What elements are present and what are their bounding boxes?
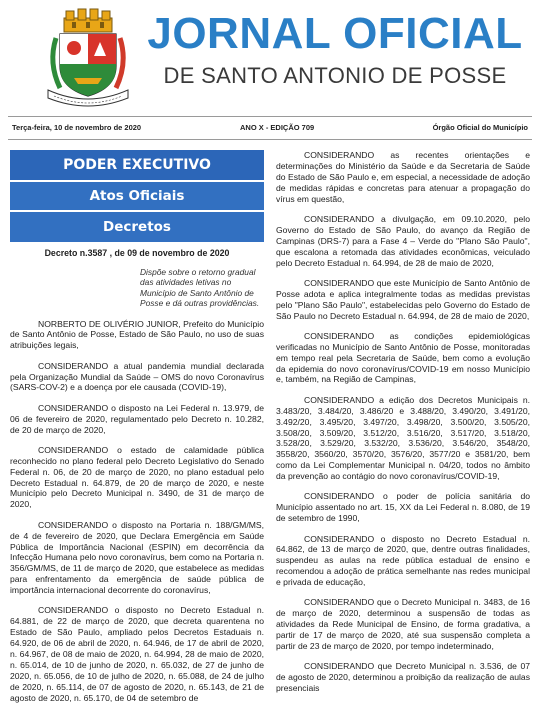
paragraph: CONSIDERANDO o disposto no Decreto Estadual n. 64.862, de 13 de março de 2020, que, dentre outras finalidades, suspendeu as aulas na rede pública estadual de ensino e recomendou a adoção de prática semelhante nas redes municipal e privada de educação, — [276, 533, 530, 588]
paragraph: CONSIDERANDO que o Decreto Municipal n. 3483, de 16 de março de 2020, determinou a suspensão de todas as atividades da Rede Municipal de Ensino, de forma gradativa, a partir de 17 de março de 2020, até sua suspensão completa a partir de 23 de março de 2020, por tempo indeterminado, — [276, 597, 530, 652]
section-type-header: Decretos — [10, 212, 264, 244]
section-power-header: PODER EXECUTIVO — [10, 150, 264, 182]
right-column — [276, 150, 530, 703]
paragraph: CONSIDERANDO as recentes orientações e determinações do Ministério da Saúde e da Secretaria de Saúde do Estado de São Paulo e, em especial, a necessidade de adoção de medidas rápidas e concretas para atenuar a propagação do vírus em questão, — [276, 150, 530, 204]
issue-date: Terça-feira, 10 de novembro de 2020 — [12, 123, 142, 132]
paragraph: CONSIDERANDO a divulgação, em 09.10.2020, pelo Governo do Estado de São Paulo, do avanço da Região de Campinas (DRS-7) para a Fase 4 – Verde do "Plano São Paulo", que escalona a retomada das atividades econômicas, veiculado pelo Decreto Estadual n. 64.994, de 28 de maio de 2020, — [276, 213, 530, 268]
issue-organ: Órgão Oficial do Município — [432, 123, 528, 132]
paragraph: CONSIDERANDO as condições epidemiológicas verificadas no Município de Santo Antônio de Posse, monitoradas em tempo real pela Secretaria de Saúde, bem como a evolução da epidemia do novo coronavírus/COVID-19 em nosso Município e, também, na Região de Campinas, — [276, 330, 530, 385]
paragraph: CONSIDERANDO que este Município de Santo Antônio de Posse adota e aplica integralmente todas as medidas previstas pelo "Plano São Paulo", estabelecidas pelo Governo do Estado de São Paulo no Decreto Estadual n. 64.994, de 28 de maio de 2020, — [276, 277, 530, 321]
decree-title: Decreto n.3587 , de 09 de novembro de 2020 — [44, 248, 230, 258]
issue-edition: ANO X - EDIÇÃO 709 — [240, 123, 315, 132]
paragraph: CONSIDERANDO o disposto no Decreto Estadual n. 64.881, de 22 de março de 2020, que decreta quarentena no Estado de São Paulo, ampliado pelos Decretos Estaduais n. 64.920, de 06 de abril de 2020, n. 64.946, de 17 de abril de 2020, n. 64.967, de 08 de maio de 2020, n. 64.994, 28 de maio de 2020, n. 65.014, de 10 de junho de 2020, n. 65.032, de 27 de junho de 2020, n. 65.056, de 10 de julho de 2020, n. 65.088, de 24 de julho de 2020, n. 65.114, de 07 de agosto de 2020, n. 65.143, de 21 de agosto de 2020, n. 65.170, de 04 de setembro de — [10, 605, 264, 703]
paragraph: CONSIDERANDO que Decreto Municipal n. 3.536, de 07 de agosto de 2020, determinou a proibição da realização de aulas presenciais — [276, 661, 530, 694]
divider-top — [8, 116, 532, 117]
paragraph: CONSIDERANDO a edição dos Decretos Municipais n. 3.483/20, 3.484/20, 3.486/20 e 3.488/20, 3.490/20, 3.491/20, 3.492/20, 3.495/20, 3.497/20, 3.498/20, 3.500/20, 3.505/20, 3.508/20, 3.509/20, 3.512/20, 3.516/20, 3.517/20, 3.518/20, 3.528/20, 3.529/20, 3.532/20, 3.536/20, 3.546/20, 3548/20, 3558/20, 3560/20, 3570/20, 3576/20, 3577/20 e 3581/20, bem como da Lei Complementar Municipal n. 04/20, todos no âmbito da prevenção ao contágio do novo coronavírus/COVID-19, — [276, 394, 530, 482]
section-acts-header: Atos Oficiais — [10, 182, 264, 212]
paragraph: CONSIDERANDO o poder de polícia sanitária do Município assentado no art. 15, XX da Lei Federal n. 8.080, de 19 de setembro de 1990, — [276, 491, 530, 524]
left-column — [10, 150, 264, 713]
paragraph: CONSIDERANDO a atual pandemia mundial declarada pela Organização Mundial da Saúde – OMS do novo Coronavírus (SARS-COV-2) e a doença por ele causada (COVID-19), — [10, 360, 264, 393]
paragraph: NORBERTO DE OLIVÉRIO JUNIOR, Prefeito do Município de Santo Antônio de Posse, Estado de São Paulo, no uso de suas atribuições legais, — [10, 318, 264, 351]
newspaper-subtitle: DE SANTO ANTONIO DE POSSE — [163, 63, 507, 88]
newspaper-title: JORNAL OFICIAL — [147, 9, 523, 58]
paragraph: CONSIDERANDO o estado de calamidade pública reconhecido no plano federal pelo Decreto Legislativo do Senado Federal n. 06, de 20 de março de 2020, no plano estadual pelo Decreto Estadual n. 64.879, de 20 de março de 2020, e neste Município pelo Decreto Municipal n. 3490, de 31 de março de 2020, — [10, 444, 264, 510]
divider-bottom — [8, 139, 532, 140]
decree-ementa: Dispõe sobre o retorno gradual das atividades letivas no Município de Santo Antônio de Posse e dá outras providências. — [140, 266, 260, 309]
masthead — [0, 0, 540, 112]
issue-info-bar — [0, 121, 540, 135]
paragraph: CONSIDERANDO o disposto na Portaria n. 188/GM/MS, de 4 de fevereiro de 2020, que Declara Emergência em Saúde Pública de Importância Nacional (ESPIN) em decorrência da Infecção Humana pelo novo coronavírus, bem como na Portaria n. 356/GM/MS, de 11 de março de 2020, que estabelece as medidas para enfrentamento da emergência de saúde pública de importância internacional decorrente do coronavírus, — [10, 519, 264, 596]
coat-of-arms-icon — [42, 8, 134, 108]
paragraph: CONSIDERANDO o disposto na Lei Federal n. 13.979, de 06 de fevereiro de 2020, regulamentado pelo Decreto n. 10.282, de 20 de março de 2020, — [10, 402, 264, 435]
